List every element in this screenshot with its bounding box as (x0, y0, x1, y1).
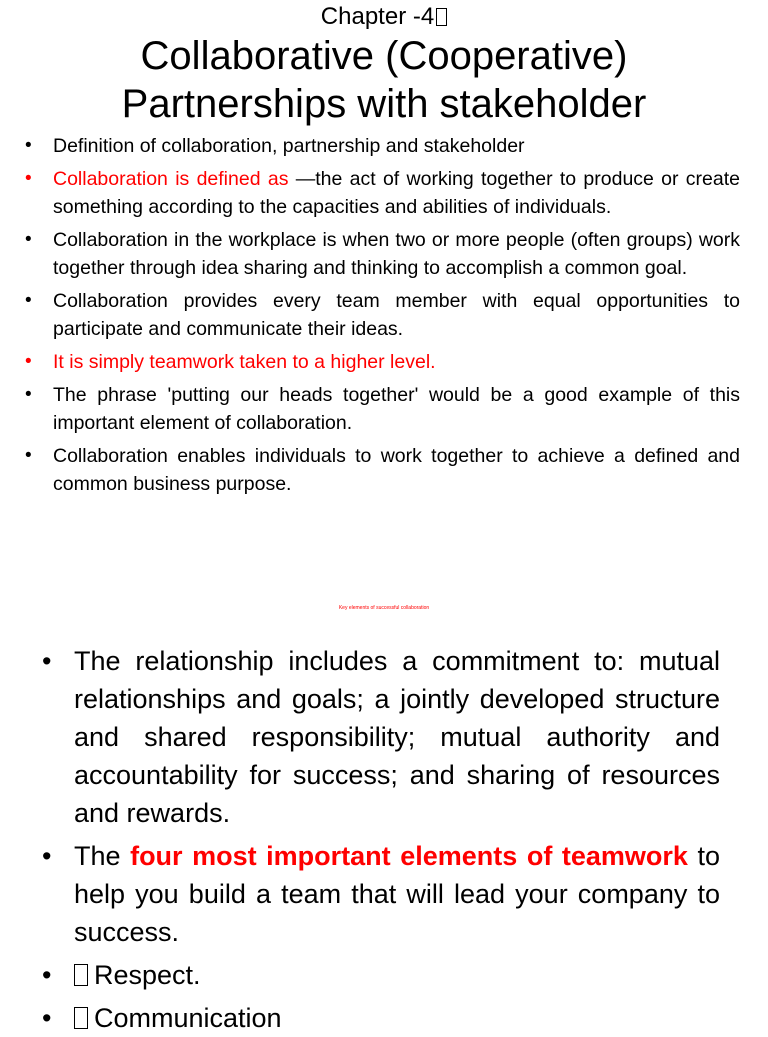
slide-caption: Key elements of successful collaboration (338, 605, 430, 611)
slide-title (0, 32, 768, 128)
bullet-item: • Respect. (42, 956, 720, 994)
slide-2 (0, 560, 768, 1033)
bullet-item: • Definition of collaboration, partnership and stakeholder (25, 132, 740, 160)
bullet-dot-icon: • (42, 960, 52, 990)
bullet-item: • The relationship includes a commitment to: mutual relationships and goals; a jointly developed structure and shared responsibility; mutual authority and accountability for success; and sharing of resources and rewards. (42, 642, 720, 832)
red-emphasis: It is simply teamwork taken to a higher level. (53, 351, 436, 373)
title-line-2: Partnerships with stakeholder (121, 82, 647, 126)
bullet-dot-icon: • (42, 1003, 52, 1033)
red-emphasis: Collaboration is defined as (53, 168, 289, 190)
title-line-1: Collaborative (Cooperative) (140, 34, 628, 78)
bullet-item: • The phrase 'putting our heads together' would be a good example of this important element of collaboration. (25, 381, 740, 437)
bullet-item (25, 348, 740, 376)
bullet-item: • Communication (42, 999, 720, 1037)
bullet-dot-icon: • (25, 135, 32, 156)
bullet-dot-icon: • (25, 229, 32, 250)
bullet-dot-icon: • (42, 841, 52, 871)
red-bold-emphasis: four most important elements of teamwork (130, 841, 688, 871)
missing-glyph-icon (436, 8, 447, 26)
definition-bullet-list (0, 132, 768, 498)
missing-glyph-icon (74, 1007, 88, 1029)
bullet-item: • The four most important elements of teamwork to help you build a team that will lead your company to success. (42, 837, 720, 951)
elements-bullet-list (0, 642, 768, 1037)
bullet-dot-icon: • (42, 646, 52, 676)
bullet-dot-icon: • (25, 351, 32, 372)
chapter-label: Chapter -4 (0, 2, 768, 32)
bullet-dot-icon: • (25, 445, 32, 466)
missing-glyph-icon (74, 964, 88, 986)
bullet-item: • Collaboration in the workplace is when two or more people (often groups) work together through idea sharing and thinking to accomplish a common goal. (25, 226, 740, 282)
bullet-item: • Collaboration is defined as —the act of working together to produce or create something according to the capacities and abilities of individuals. (25, 165, 740, 221)
bullet-dot-icon: • (25, 384, 32, 405)
bullet-dot-icon: • (25, 290, 32, 311)
bullet-item: • Collaboration provides every team member with equal opportunities to participate and communicate their ideas. (25, 287, 740, 343)
bullet-dot-icon: • (25, 168, 32, 189)
bullet-item: • Collaboration enables individuals to work together to achieve a defined and common business purpose. (25, 442, 740, 498)
